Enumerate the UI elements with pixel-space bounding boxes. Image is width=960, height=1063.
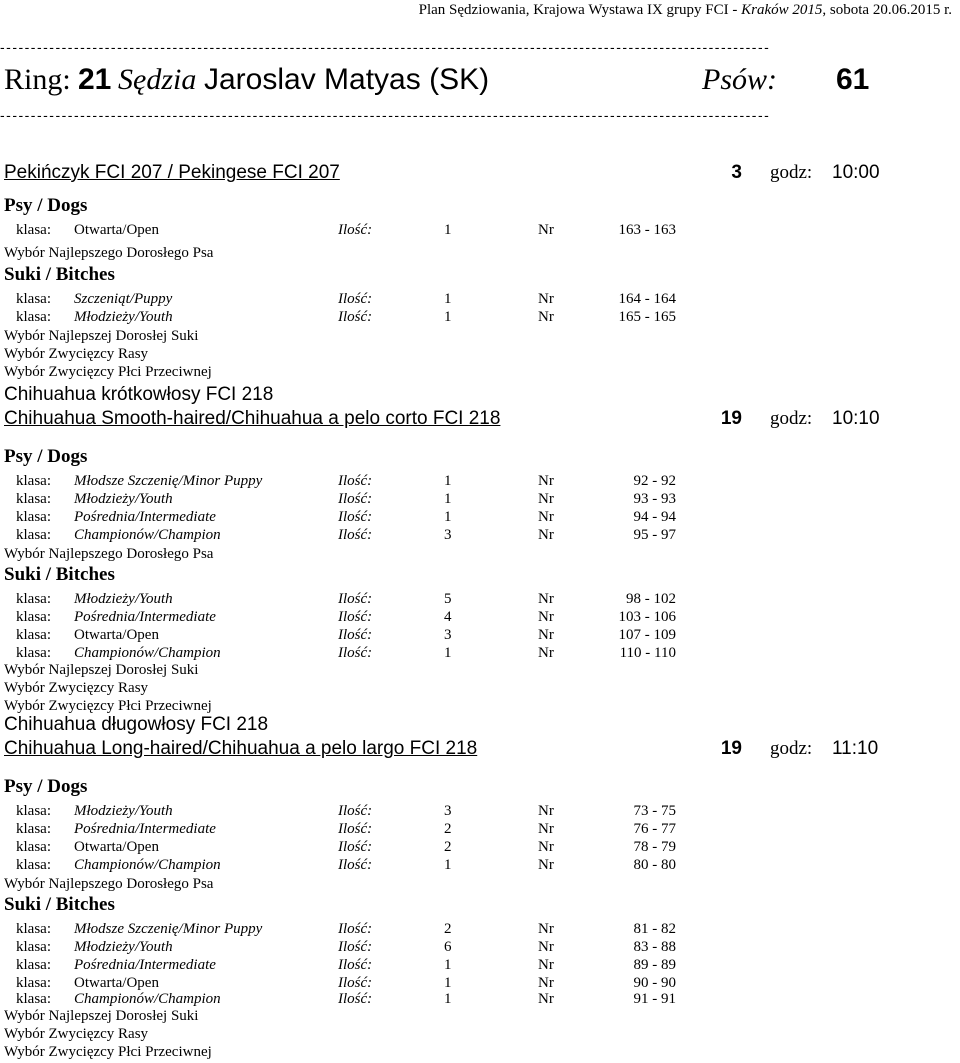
nr-label: Nr [538,975,554,991]
count-label: Ilość: [338,857,373,873]
time-label: godz: [770,408,813,429]
entry-count: 2 [444,821,452,837]
entry-count: 1 [444,491,452,507]
catalog-range: 165 - 165 [618,309,676,325]
entry-count: 3 [444,627,452,643]
count-label: Ilość: [338,839,373,855]
bitches-heading: Suki / Bitches [4,264,115,285]
judge-label: Sędzia [118,63,197,96]
dogs-heading: Psy / Dogs [4,446,88,467]
header-text: Plan Sędziowania, Krajowa Wystawa IX grupy FCI - [418,2,742,18]
nr-label: Nr [538,991,554,1007]
entry-count: 1 [444,957,452,973]
entry-count: 1 [444,645,452,661]
award-item: Wybór Najlepszej Dorosłej Suki [4,662,199,678]
catalog-range: 81 - 82 [633,921,676,937]
count-label: Ilość: [338,921,373,937]
nr-label: Nr [538,939,554,955]
count-label: Ilość: [338,627,373,643]
count-label: Ilość: [338,527,373,543]
class-name: Szczeniąt/Puppy [74,291,173,307]
catalog-range: 91 - 91 [633,991,676,1007]
award-item: Wybór Zwycięzcy Rasy [4,1026,149,1042]
catalog-range: 73 - 75 [633,803,676,819]
header-date: , sobota 20.06.2015 r. [822,2,952,18]
entry-count: 1 [444,473,452,489]
award-item: Wybór Zwycięzcy Rasy [4,680,149,696]
header-city: Kraków 2015 [741,2,823,18]
class-label: klasa: [16,609,51,625]
count-label: Ilość: [338,509,373,525]
count-label: Ilość: [338,975,373,991]
catalog-range: 95 - 97 [633,527,676,543]
entry-count: 1 [444,991,452,1007]
count-label: Ilość: [338,957,373,973]
class-name: Otwarta/Open [74,839,159,855]
breed-title-en: Chihuahua Long-haired/Chihuahua a pelo largo FCI 218 [4,738,478,759]
entry-count: 2 [444,921,452,937]
ring-number: 21 [78,63,112,96]
entry-count: 6 [444,939,452,955]
entry-count: 3 [444,527,452,543]
class-label: klasa: [16,591,51,607]
class-name: Młodsze Szczenię/Minor Puppy [74,473,263,489]
separator-top: ----------------------------------------------------------------------------------------------------------------------------- [0,40,771,54]
catalog-range: 163 - 163 [618,222,676,238]
class-name: Pośrednia/Intermediate [74,821,216,837]
nr-label: Nr [538,491,554,507]
nr-label: Nr [538,627,554,643]
class-name: Młodzieży/Youth [74,939,173,955]
count-label: Ilość: [338,222,373,238]
document-header [419,2,952,19]
start-time: 10:00 [832,162,880,183]
catalog-range: 90 - 90 [633,975,676,991]
catalog-range: 93 - 93 [633,491,676,507]
class-label: klasa: [16,527,51,543]
entry-count: 1 [444,291,452,307]
class-name: Pośrednia/Intermediate [74,957,216,973]
class-label: klasa: [16,645,51,661]
entry-count: 1 [444,309,452,325]
catalog-range: 83 - 88 [633,939,676,955]
catalog-range: 80 - 80 [633,857,676,873]
breed-title: Chihuahua krótkowłosy FCI 218 [4,384,274,405]
start-time: 11:10 [832,738,879,759]
class-name: Młodzieży/Youth [74,803,173,819]
class-label: klasa: [16,921,51,937]
class-name: Młodsze Szczenię/Minor Puppy [74,921,263,937]
class-label: klasa: [16,803,51,819]
count-label: Ilość: [338,821,373,837]
catalog-range: 78 - 79 [633,839,676,855]
breed-entry-count: 3 [731,162,742,183]
count-label: Ilość: [338,309,373,325]
nr-label: Nr [538,591,554,607]
judge-name: Jaroslav Matyas (SK) [204,63,490,96]
nr-label: Nr [538,291,554,307]
class-label: klasa: [16,309,51,325]
award-item: Wybór Zwycięzcy Płci Przeciwnej [4,1044,212,1060]
separator-bottom: ----------------------------------------------------------------------------------------------------------------------------- [0,108,771,122]
count-label: Ilość: [338,803,373,819]
class-label: klasa: [16,857,51,873]
class-label: klasa: [16,509,51,525]
class-label: klasa: [16,222,51,238]
nr-label: Nr [538,857,554,873]
nr-label: Nr [538,222,554,238]
class-label: klasa: [16,975,51,991]
nr-label: Nr [538,509,554,525]
catalog-range: 107 - 109 [618,627,676,643]
class-name: Championów/Champion [74,991,221,1007]
nr-label: Nr [538,921,554,937]
award-item: Wybór Zwycięzcy Płci Przeciwnej [4,364,212,380]
class-name: Pośrednia/Intermediate [74,509,216,525]
class-name: Młodzieży/Youth [74,309,173,325]
class-label: klasa: [16,839,51,855]
entry-count: 2 [444,839,452,855]
start-time: 10:10 [832,408,880,429]
catalog-range: 110 - 110 [619,645,676,661]
entry-count: 1 [444,975,452,991]
nr-label: Nr [538,527,554,543]
dogs-heading: Psy / Dogs [4,195,88,216]
nr-label: Nr [538,803,554,819]
award-item: Wybór Najlepszej Dorosłej Suki [4,1008,199,1024]
count-label: Ilość: [338,591,373,607]
nr-label: Nr [538,309,554,325]
class-name: Młodzieży/Youth [74,491,173,507]
nr-label: Nr [538,957,554,973]
count-label: Ilość: [338,473,373,489]
entry-count: 3 [444,803,452,819]
class-label: klasa: [16,991,51,1007]
entry-count: 1 [444,222,452,238]
catalog-range: 103 - 106 [618,609,676,625]
class-name: Otwarta/Open [74,222,159,238]
count-label: Ilość: [338,491,373,507]
award-best-dog: Wybór Najlepszego Dorosłego Psa [4,876,214,892]
count-label: Ilość: [338,939,373,955]
nr-label: Nr [538,473,554,489]
entry-count: 1 [444,509,452,525]
class-label: klasa: [16,957,51,973]
catalog-range: 89 - 89 [633,957,676,973]
catalog-range: 98 - 102 [626,591,676,607]
class-label: klasa: [16,627,51,643]
class-name: Otwarta/Open [74,627,159,643]
catalog-range: 92 - 92 [633,473,676,489]
dog-count-label: Psów: [702,63,777,96]
catalog-range: 164 - 164 [618,291,676,307]
award-best-dog: Wybór Najlepszego Dorosłego Psa [4,245,214,261]
class-label: klasa: [16,939,51,955]
entry-count: 1 [444,857,452,873]
entry-count: 4 [444,609,452,625]
count-label: Ilość: [338,291,373,307]
class-name: Otwarta/Open [74,975,159,991]
bitches-heading: Suki / Bitches [4,564,115,585]
time-label: godz: [770,162,813,183]
count-label: Ilość: [338,609,373,625]
class-label: klasa: [16,291,51,307]
award-item: Wybór Zwycięzcy Płci Przeciwnej [4,698,212,714]
breed-entry-count: 19 [720,738,742,759]
class-label: klasa: [16,491,51,507]
entry-count: 5 [444,591,452,607]
class-name: Championów/Champion [74,527,221,543]
nr-label: Nr [538,839,554,855]
count-label: Ilość: [338,645,373,661]
nr-label: Nr [538,609,554,625]
breed-title-en: Chihuahua Smooth-haired/Chihuahua a pelo corto FCI 218 [4,408,501,429]
class-label: klasa: [16,473,51,489]
nr-label: Nr [538,645,554,661]
breed-title: Pekińczyk FCI 207 / Pekingese FCI 207 [4,162,340,183]
class-name: Pośrednia/Intermediate [74,609,216,625]
nr-label: Nr [538,821,554,837]
breed-title: Chihuahua długowłosy FCI 218 [4,714,269,735]
award-best-dog: Wybór Najlepszego Dorosłego Psa [4,546,214,562]
catalog-range: 76 - 77 [633,821,676,837]
dog-count: 61 [836,63,870,96]
time-label: godz: [770,738,813,759]
award-item: Wybór Zwycięzcy Rasy [4,346,149,362]
award-item: Wybór Najlepszej Dorosłej Suki [4,328,199,344]
ring-label: Ring: [4,63,71,96]
breed-entry-count: 19 [720,408,742,429]
catalog-range: 94 - 94 [633,509,676,525]
class-name: Młodzieży/Youth [74,591,173,607]
class-label: klasa: [16,821,51,837]
class-name: Championów/Champion [74,857,221,873]
dogs-heading: Psy / Dogs [4,776,88,797]
bitches-heading: Suki / Bitches [4,894,115,915]
class-name: Championów/Champion [74,645,221,661]
count-label: Ilość: [338,991,373,1007]
